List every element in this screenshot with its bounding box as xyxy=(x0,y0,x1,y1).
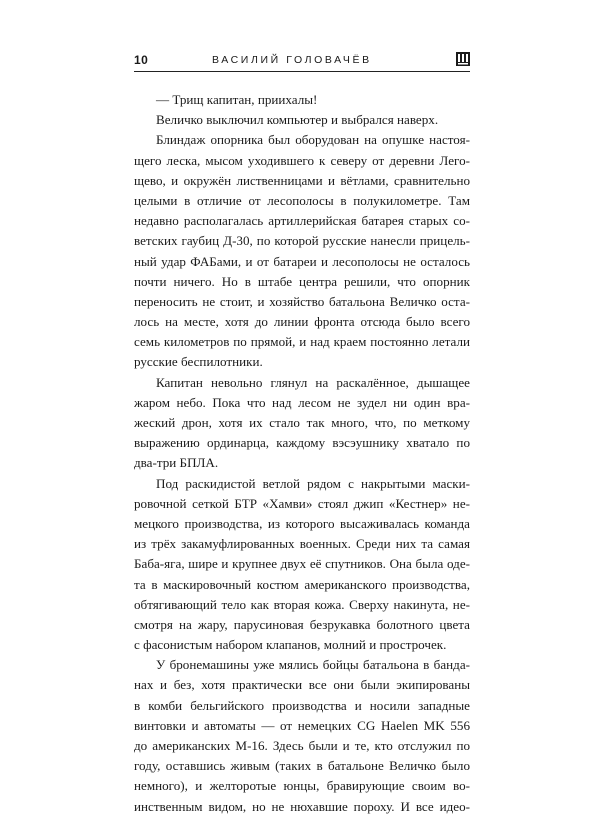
text-line: с фасонистым набором клапанов, молний и прострочек. xyxy=(134,637,447,653)
text-line: У бронемашины уже мялись бойцы батальона в банда- xyxy=(156,657,470,673)
text-line: ветских гаубиц Д-30, по которой русские нанесли прицель- xyxy=(134,233,470,249)
paragraph xyxy=(134,90,470,110)
text-line: ный удар ФАБами, и от батареи и лесополосы не осталось xyxy=(134,253,470,269)
paragraph xyxy=(134,474,470,656)
running-header xyxy=(134,50,470,74)
text-line: переносить не стоит, и хозяйство батальона Величко оста- xyxy=(134,293,470,309)
text-line: ровочной сеткой БТР «Хамви» стоял джип «Кестнер» не- xyxy=(134,495,470,511)
text-line: из трёх закамуфлированных военных. Среди них та самая xyxy=(134,536,470,552)
text-line: смотря на жару, парусиновая безрукавка болотного цвета xyxy=(134,616,470,632)
body-text xyxy=(134,90,470,817)
text-line: щево, и окружён лиственницами и вётлами, сравнительно xyxy=(134,172,470,188)
paragraph xyxy=(134,373,470,474)
text-line: немного), и желторотые юнцы, бравирующие своим во- xyxy=(134,778,470,794)
paragraph xyxy=(134,655,470,817)
running-title: ВАСИЛИЙ ГОЛОВАЧЁВ xyxy=(212,54,372,66)
paragraph xyxy=(134,110,470,130)
publisher-logo-icon xyxy=(456,52,470,66)
text-line: почти ничего. Но в штабе центра решили, что опорник xyxy=(134,273,470,289)
text-line: щего леска, мысом уходившего к северу от деревни Лего- xyxy=(134,152,470,168)
text-line: два-три БПЛА. xyxy=(134,455,219,471)
text-line: Блиндаж опорника был оборудован на опушке настоя- xyxy=(156,132,470,148)
text-line: лось на месте, хотя до линии фронта отсюда было всего xyxy=(134,314,470,330)
text-line: Капитан невольно глянул на раскалённое, дышащее xyxy=(156,374,470,390)
text-line: нах и без, хотя практически все они были экипированы xyxy=(134,677,470,693)
text-line: Величко выключил компьютер и выбрался наверх. xyxy=(156,112,439,128)
text-line: выражению ординарца, каждому вэсэушнику хватало по xyxy=(134,435,470,451)
text-line: семь километров по прямой, и над краем постоянно летали xyxy=(134,334,470,350)
text-line: в комби бельгийского производства и носили западные xyxy=(134,697,470,713)
text-line: та в маскировочный костюм американского производства, xyxy=(134,576,470,592)
text-line: Баба-яга, шире и крупнее двух её спутников. Она была оде- xyxy=(134,556,470,572)
paragraph xyxy=(134,130,470,372)
text-line: инственным видом, но не нюхавшие пороху. И все идео- xyxy=(134,798,470,814)
text-line: недавно располагалась артиллерийская батарея старых со- xyxy=(134,213,470,229)
page-number: 10 xyxy=(134,53,149,67)
text-line: — Трищ капитан, приихалы! xyxy=(156,92,318,107)
text-line: русские беспилотники. xyxy=(134,354,263,370)
text-line: мецкого производства, из которого высаживалась команда xyxy=(134,515,470,531)
header-rule xyxy=(134,71,470,72)
text-line: обтягивающий тело как вторая кожа. Сверху накинута, не- xyxy=(134,596,470,612)
text-line: Под раскидистой ветлой рядом с накрытыми маски- xyxy=(156,475,470,491)
text-line: году, оставшись живым (таких в батальоне Величко было xyxy=(134,758,470,774)
text-line: целыми в отличие от лесополосы в полукилометре. Там xyxy=(134,192,470,208)
text-line: жаром небо. Пока что над лесом не зудел ни один вра- xyxy=(134,394,470,410)
text-line: до американских М-16. Здесь были и те, кто отслужил по xyxy=(134,738,470,753)
text-line: жеский дрон, хотя их стало так много, что, по меткому xyxy=(134,415,470,430)
text-line: винтовки и автоматы — от немецких CG Haelen MK 556 xyxy=(134,717,470,733)
